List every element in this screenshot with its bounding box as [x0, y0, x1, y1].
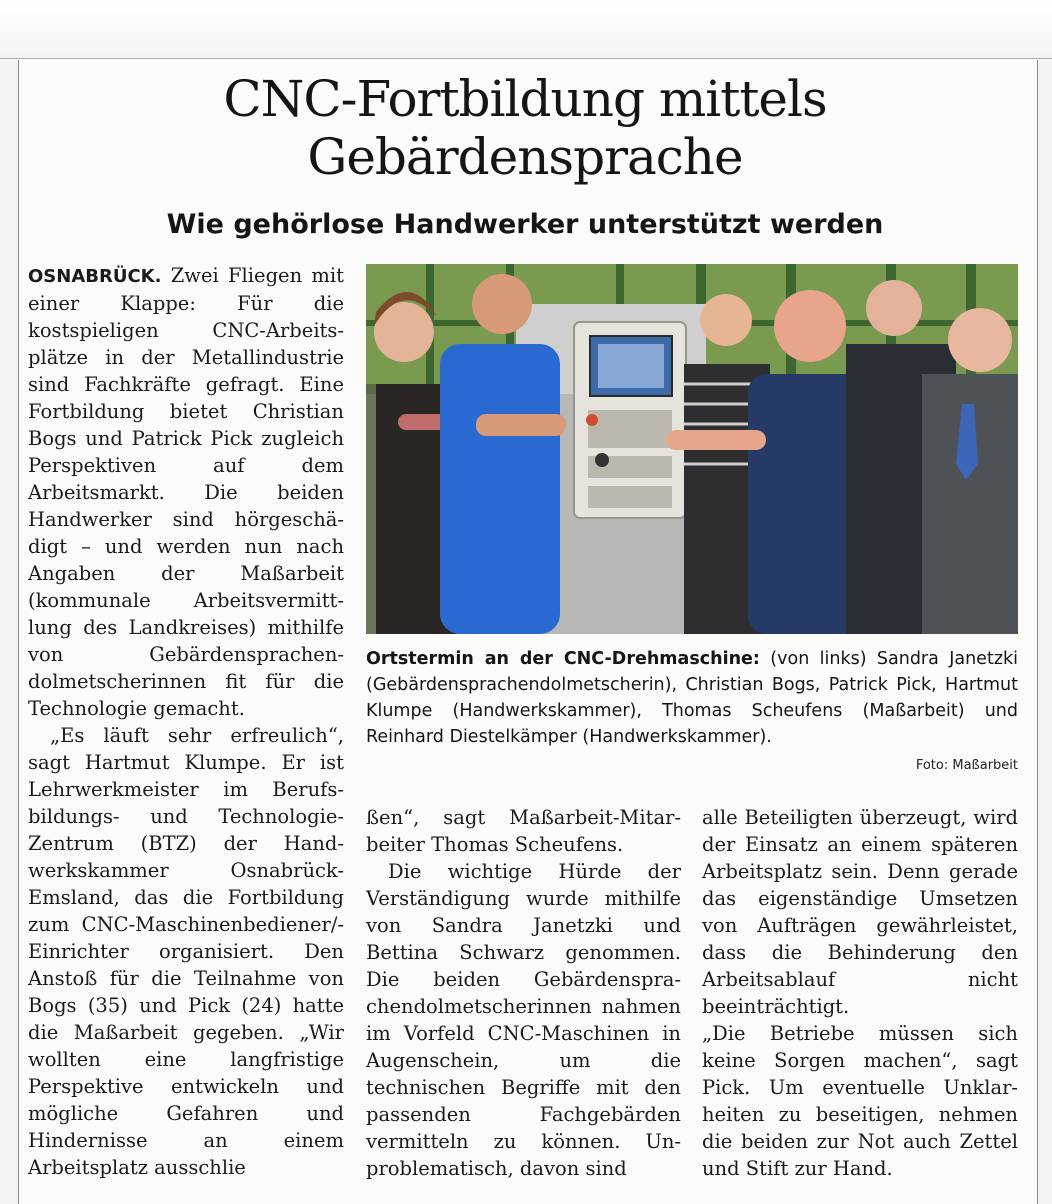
top-margin-strip [0, 0, 1052, 59]
column-3-continuation: alle Beteiligten überzeugt, wird der Einsatz an einem späteren Arbeitsplatz sein. Denn gerade das eigenständige Umsetzen von Aufträgen gewährleistet, dass die Behinderung den Arbeitsablauf nicht beeinträchtigt. [702, 806, 1018, 1018]
article-column-2 [366, 804, 681, 1182]
column-2-continuation: ßen“, sagt Maßarbeit-Mitarbeiter Thomas Scheufens. [366, 806, 681, 856]
neighbour-column-left [0, 60, 19, 1204]
article-column-3 [702, 804, 1018, 1182]
photo-illustration [366, 264, 1018, 634]
article-photo [366, 264, 1018, 634]
subheadline: Wie gehörlose Handwerker unterstützt werden [166, 209, 884, 240]
photo-credit: Foto: Maßarbeit [915, 758, 1018, 773]
neighbour-column-right [1037, 60, 1052, 1204]
dateline: OSNABRÜCK. [28, 266, 162, 287]
paragraph-1 [28, 262, 344, 722]
paragraph-2: „Es läuft sehr erfreulich“, sagt Hartmut Klumpe. Er ist Lehrwerkmeister im Berufsbildungs- und Technologie-Zentrum (BTZ) der Handwerkskammer Osnabrück-Emsland, das die Fortbildung zum CNC-Maschinenbediener/-Einrichter organisiert. Den Anstoß für die Teilnahme von Bogs (35) und Pick (24) hatte die Maßarbeit gegeben. „Wir wollten eine langfristige Perspektive entwickeln und mögliche Gefahren und Hindernisse an einem Arbeitsplatz ausschlie [28, 724, 344, 1179]
headline [40, 70, 1010, 186]
caption-text: (von links) Sandra Janetzki (Gebärdensprachendolmetscherin), Christian Bogs, Patrick Pick, Hartmut Klumpe (Handwerkskammer), Thomas Scheufens (Maßarbeit) und Reinhard Diestelkämper (Handwerkskammer). [366, 649, 1018, 747]
column-2-paragraph: Die wichtige Hürde der Verständigung wurde mithilfe von Sandra Janetzki und Bettina Schwarz genommen. Die beiden Gebärdensprachendolmetscherinnen nahmen im Vorfeld CNC-Maschinen in Augenschein, um die technischen Begriffe mit den passenden Fachgebärden vermitteln zu können. Unproblematisch, davon sind [366, 860, 681, 1180]
photo-caption [366, 646, 1018, 750]
paragraph-1-text: Zwei Fliegen mit einer Klappe: Für die kostspieligen CNC-Arbeitsplätze in der Metallindustrie sind Fachkräfte gefragt. Eine Fortbildung bietet Christian Bogs und Patrick Pick zugleich Perspektiven auf dem Arbeitsmarkt. Die beiden Handwerker sind hörgeschädigt – und werden nun nach Angaben der Maßarbeit (kommunale Arbeitsvermittlung des Landkreises) mithilfe von Gebärdensprachendolmetscherinnen fit für die Technologie gemacht. [28, 264, 344, 720]
headline-line-2: Gebärdensprache [307, 128, 743, 186]
headline-line-1: CNC-Fortbildung mittels [223, 70, 827, 128]
column-3-paragraph: „Die Betriebe müssen sich keine Sorgen machen“, sagt Pick. Um eventuelle Unklarheiten zu beseitigen, nehmen die beiden zur Not auch Zettel und Stift zur Hand. [702, 1022, 1018, 1180]
caption-lead: Ortstermin an der CNC-Drehmaschine: [366, 649, 760, 669]
article-column-1 [28, 262, 344, 1181]
